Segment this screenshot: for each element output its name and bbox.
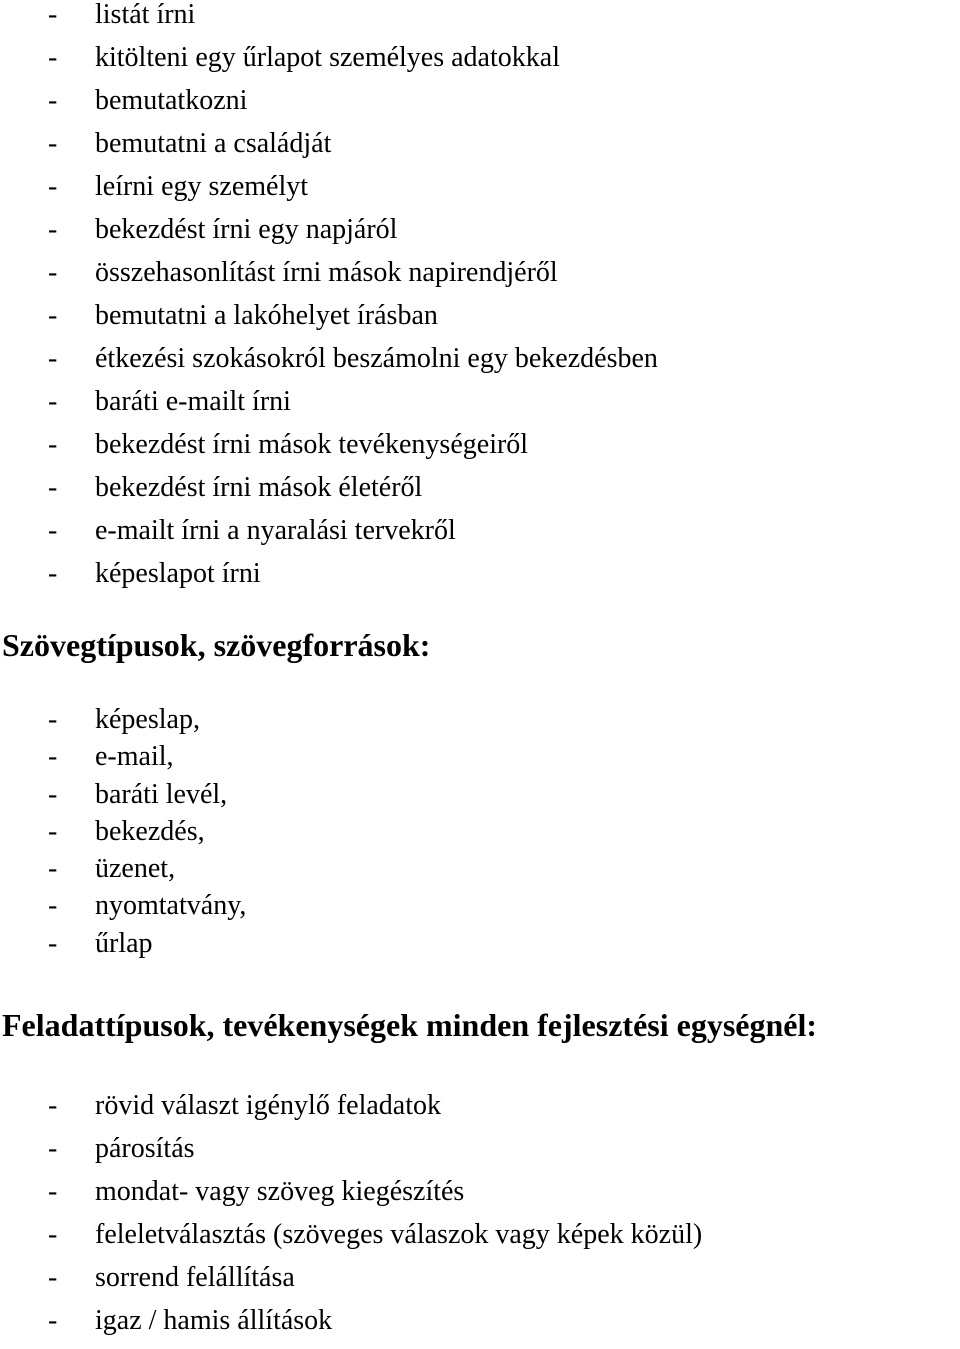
bullet-dash: - <box>48 0 58 30</box>
list-item-text: bemutatni a családját <box>95 128 332 159</box>
bullet-dash: - <box>48 515 58 546</box>
list-item-text: nyomtatvány, <box>95 890 247 922</box>
list-item-text: bemutatkozni <box>95 85 248 116</box>
bullet-dash: - <box>48 815 58 847</box>
bullet-dash: - <box>48 257 58 288</box>
list-item-text: baráti e-mailt írni <box>95 386 291 417</box>
list-item-text: mondat- vagy szöveg kiegészítés <box>95 1176 465 1207</box>
bullet-dash: - <box>48 1305 58 1336</box>
list-item-text: űrlap <box>95 927 153 959</box>
list-item-text: baráti levél, <box>95 778 228 810</box>
bullet-dash: - <box>48 558 58 589</box>
bullet-dash: - <box>48 927 58 959</box>
list-item-text: bekezdés, <box>95 815 205 847</box>
bullet-dash: - <box>48 853 58 885</box>
bullet-dash: - <box>48 704 58 735</box>
bullet-dash: - <box>48 778 58 810</box>
bullet-dash: - <box>48 1090 58 1121</box>
bullet-dash: - <box>48 1176 58 1207</box>
bullet-dash: - <box>48 42 58 73</box>
list-item-text: kitölteni egy űrlapot személyes adatokkal <box>95 42 560 73</box>
list-item-text: étkezési szokásokról beszámolni egy bekezdésben <box>95 343 658 374</box>
list-item-text: rövid választ igénylő feladatok <box>95 1090 441 1121</box>
list-item-text: leírni egy személyt <box>95 171 309 202</box>
list-item-text: összehasonlítást írni mások napirendjéről <box>95 257 558 288</box>
list-item-text: e-mail, <box>95 741 174 773</box>
section-heading-text-types: Szövegtípusok, szövegforrások: <box>2 627 431 663</box>
list-item-text: üzenet, <box>95 853 176 885</box>
bullet-dash: - <box>48 85 58 116</box>
bullet-dash: - <box>48 343 58 374</box>
list-item-text: bemutatni a lakóhelyet írásban <box>95 300 438 331</box>
list-item-text: bekezdést írni mások életéről <box>95 472 423 503</box>
bullet-dash: - <box>48 472 58 503</box>
list-item-text: bekezdést írni egy napjáról <box>95 214 398 245</box>
bullet-dash: - <box>48 429 58 460</box>
bullet-dash: - <box>48 171 58 202</box>
list-item-text: e-mailt írni a nyaralási tervekről <box>95 515 456 546</box>
bullet-dash: - <box>48 890 58 922</box>
list-item-text: listát írni <box>95 0 196 30</box>
section-heading-task-types: Feladattípusok, tevékenységek minden fejlesztési egységnél: <box>2 1007 818 1043</box>
bullet-dash: - <box>48 741 58 773</box>
list-item-text: igaz / hamis állítások <box>95 1305 333 1336</box>
bullet-dash: - <box>48 1219 58 1250</box>
bullet-dash: - <box>48 1262 58 1293</box>
bullet-dash: - <box>48 1133 58 1164</box>
bullet-dash: - <box>48 300 58 331</box>
bullet-dash: - <box>48 386 58 417</box>
list-item-text: párosítás <box>95 1133 195 1164</box>
list-item-text: képeslap, <box>95 704 200 735</box>
list-item-text: bekezdést írni mások tevékenységeiről <box>95 429 529 460</box>
list-item-text: képeslapot írni <box>95 558 261 589</box>
bullet-dash: - <box>48 214 58 245</box>
list-item-text: sorrend felállítása <box>95 1262 295 1293</box>
list-item-text: feleletválasztás (szöveges válaszok vagy képek közül) <box>95 1219 703 1250</box>
bullet-dash: - <box>48 128 58 159</box>
